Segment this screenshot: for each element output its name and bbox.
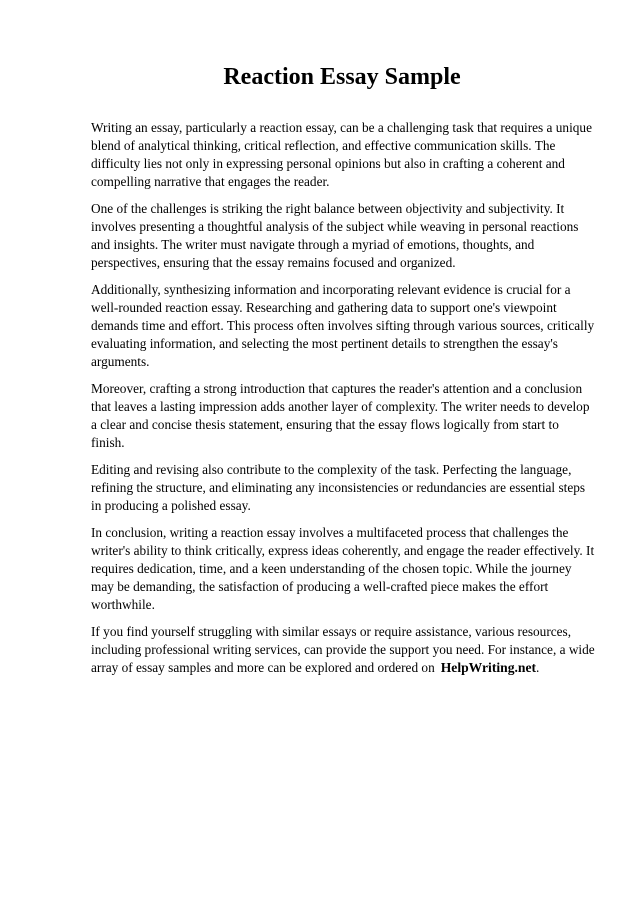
- paragraph-7-text: If you find yourself struggling with similar essays or require assistance, various resources, including professional writing services, can provide the support you need. For instance, a wide array of essay samples and more can be explored and ordered on: [91, 624, 595, 675]
- document-title: Reaction Essay Sample: [223, 64, 461, 90]
- paragraph-6: In conclusion, writing a reaction essay involves a multifaceted process that challenges the writer's ability to think critically, express ideas coherently, and engage the reader effectively. It requires dedication, time, and a keen understanding of the chosen topic. While the journey may be demanding, the satisfaction of producing a well-crafted piece makes the effort worthwhile.: [91, 525, 595, 612]
- paragraph-4: Moreover, crafting a strong introduction that captures the reader's attention and a conclusion that leaves a lasting impression adds another layer of complexity. The writer needs to develop a clear and concise thesis statement, ensuring that the essay flows logically from start to finish.: [91, 381, 590, 450]
- helpwriting-link[interactable]: HelpWriting.net: [440, 660, 537, 675]
- paragraph-2: One of the challenges is striking the right balance between objectivity and subjectivity. It involves presenting a thoughtful analysis of the subject while weaving in personal reactions and insights. The writer must navigate through a myriad of emotions, thoughts, and perspectives, ensuring that the essay remains focused and organized.: [91, 201, 579, 270]
- paragraph-3: Additionally, synthesizing information and incorporating relevant evidence is crucial for a well-rounded reaction essay. Researching and gathering data to support one's viewpoint demands time and effort. This process often involves sifting through various sources, critically evaluating information, and selecting the most pertinent details to strengthen the essay's arguments.: [91, 282, 595, 369]
- paragraph-7: [91, 623, 595, 677]
- document-body: [91, 119, 595, 686]
- paragraph-5: Editing and revising also contribute to the complexity of the task. Perfecting the language, refining the structure, and eliminating any inconsistencies or redundancies are essential steps in producing a polished essay.: [91, 462, 586, 513]
- paragraph-1: Writing an essay, particularly a reaction essay, can be a challenging task that requires a unique blend of analytical thinking, critical reflection, and effective communication skills. The difficulty lies not only in expressing personal opinions but also in crafting a coherent and compelling narrative that engages the reader.: [91, 120, 592, 189]
- paragraph-7-end: .: [536, 660, 540, 675]
